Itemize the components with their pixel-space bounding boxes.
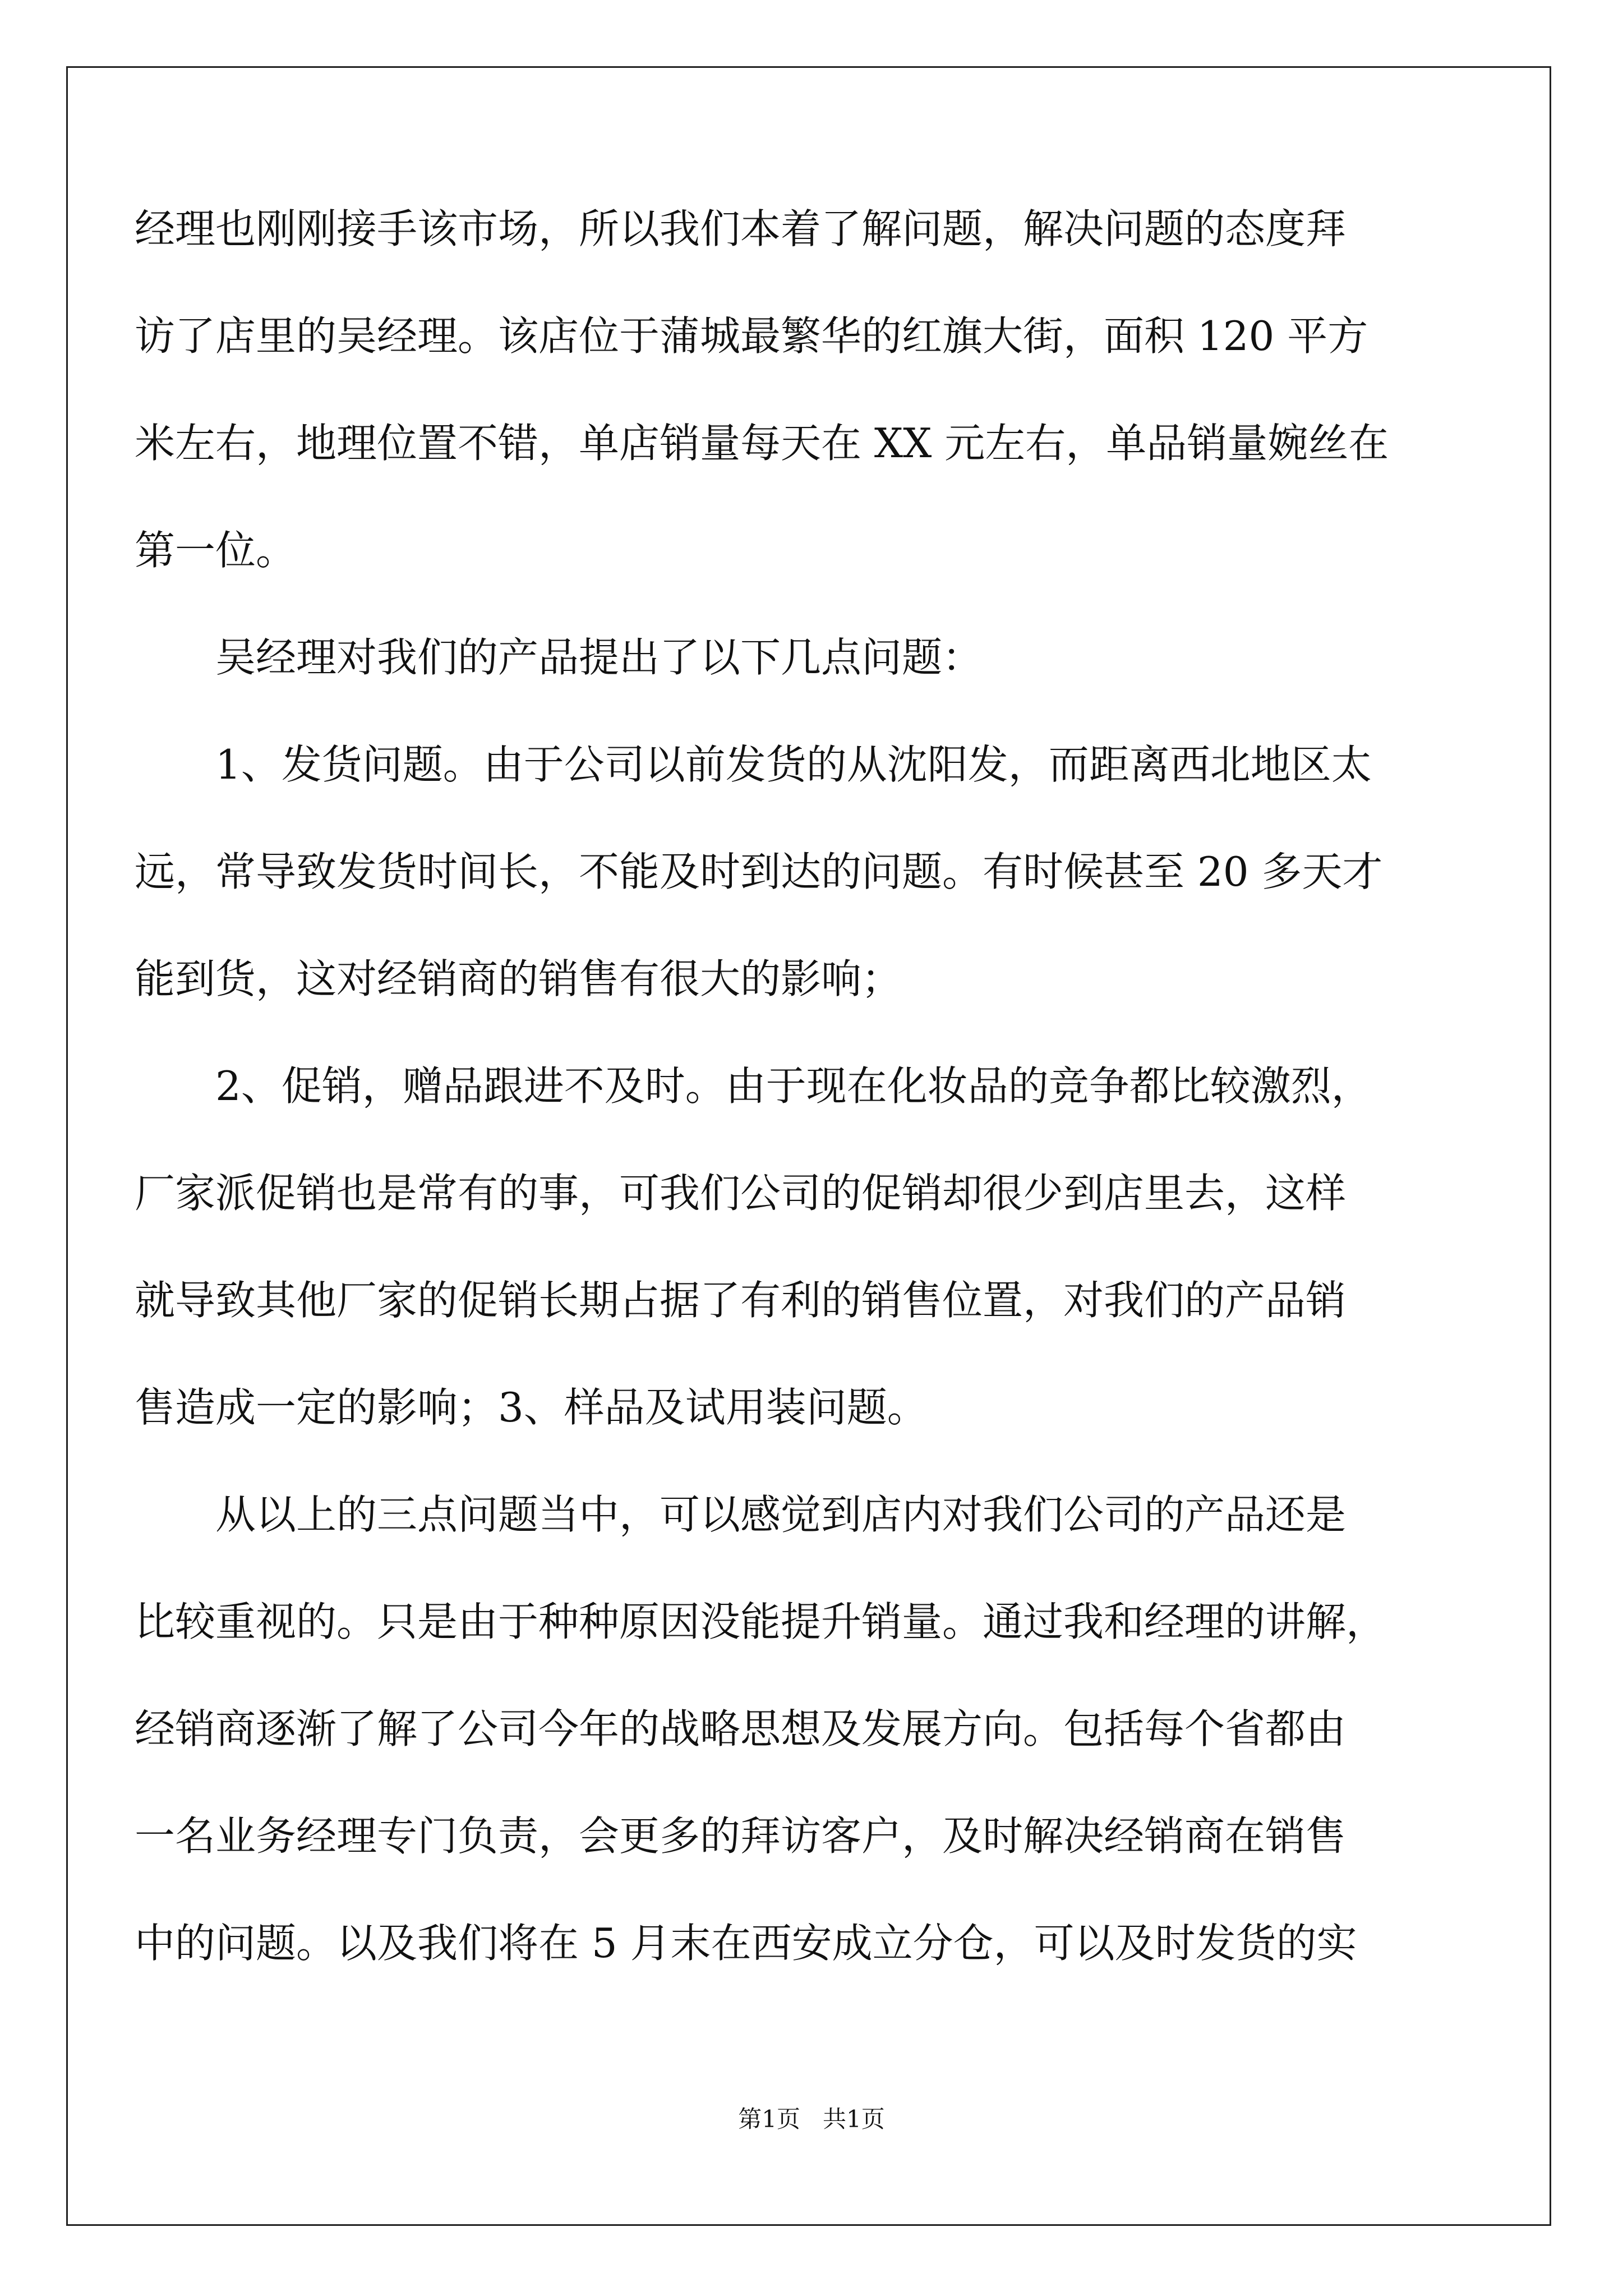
text-line: 经销商逐渐了解了公司今年的战略思想及发展方向。包括每个省都由 (135, 1705, 1347, 1752)
text-line: 从以上的三点问题当中，可以感觉到店内对我们公司的产品还是 (135, 1491, 1347, 1538)
text-line: 经理也刚刚接手该市场，所以我们本着了解问题，解决问题的态度拜 (135, 205, 1347, 252)
text-line: 吴经理对我们的产品提出了以下几点问题： (135, 634, 983, 681)
text-line: 访了店里的吴经理。该店位于蒲城最繁华的红旗大街，面积 120 平方 (135, 312, 1368, 360)
text-line: 能到货，这对经销商的销售有很大的影响； (135, 955, 902, 1002)
text-line: 比较重视的。只是由于种种原因没能提升销量。通过我和经理的讲解， (135, 1598, 1387, 1645)
text-line: 第一位。 (135, 527, 297, 574)
document-body (135, 202, 1436, 2023)
page-footer: 第1页 共1页 (738, 2105, 885, 2133)
text-line: 远，常导致发货时间长，不能及时到达的问题。有时候甚至 20 多天才 (135, 848, 1383, 895)
text-line: 1、发货问题。由于公司以前发货的从沈阳发，而距离西北地区太 (135, 741, 1372, 788)
text-line: 一名业务经理专门负责，会更多的拜访客户，及时解决经销商在销售 (135, 1812, 1347, 1860)
text-line: 厂家派促销也是常有的事，可我们公司的促销却很少到店里去，这样 (135, 1170, 1347, 1217)
text-line: 售造成一定的影响；3、样品及试用装问题。 (135, 1384, 928, 1431)
text-line: 米左右，地理位置不错，单店销量每天在 XX 元左右，单品销量婉丝在 (135, 420, 1389, 467)
text-line: 中的问题。以及我们将在 5 月末在西安成立分仓，可以及时发货的实 (135, 1920, 1357, 1967)
text-line: 就导致其他厂家的促销长期占据了有利的销售位置，对我们的产品销 (135, 1277, 1347, 1324)
text-line: 2、促销，赠品跟进不及时。由于现在化妆品的竞争都比较激烈， (135, 1062, 1372, 1110)
